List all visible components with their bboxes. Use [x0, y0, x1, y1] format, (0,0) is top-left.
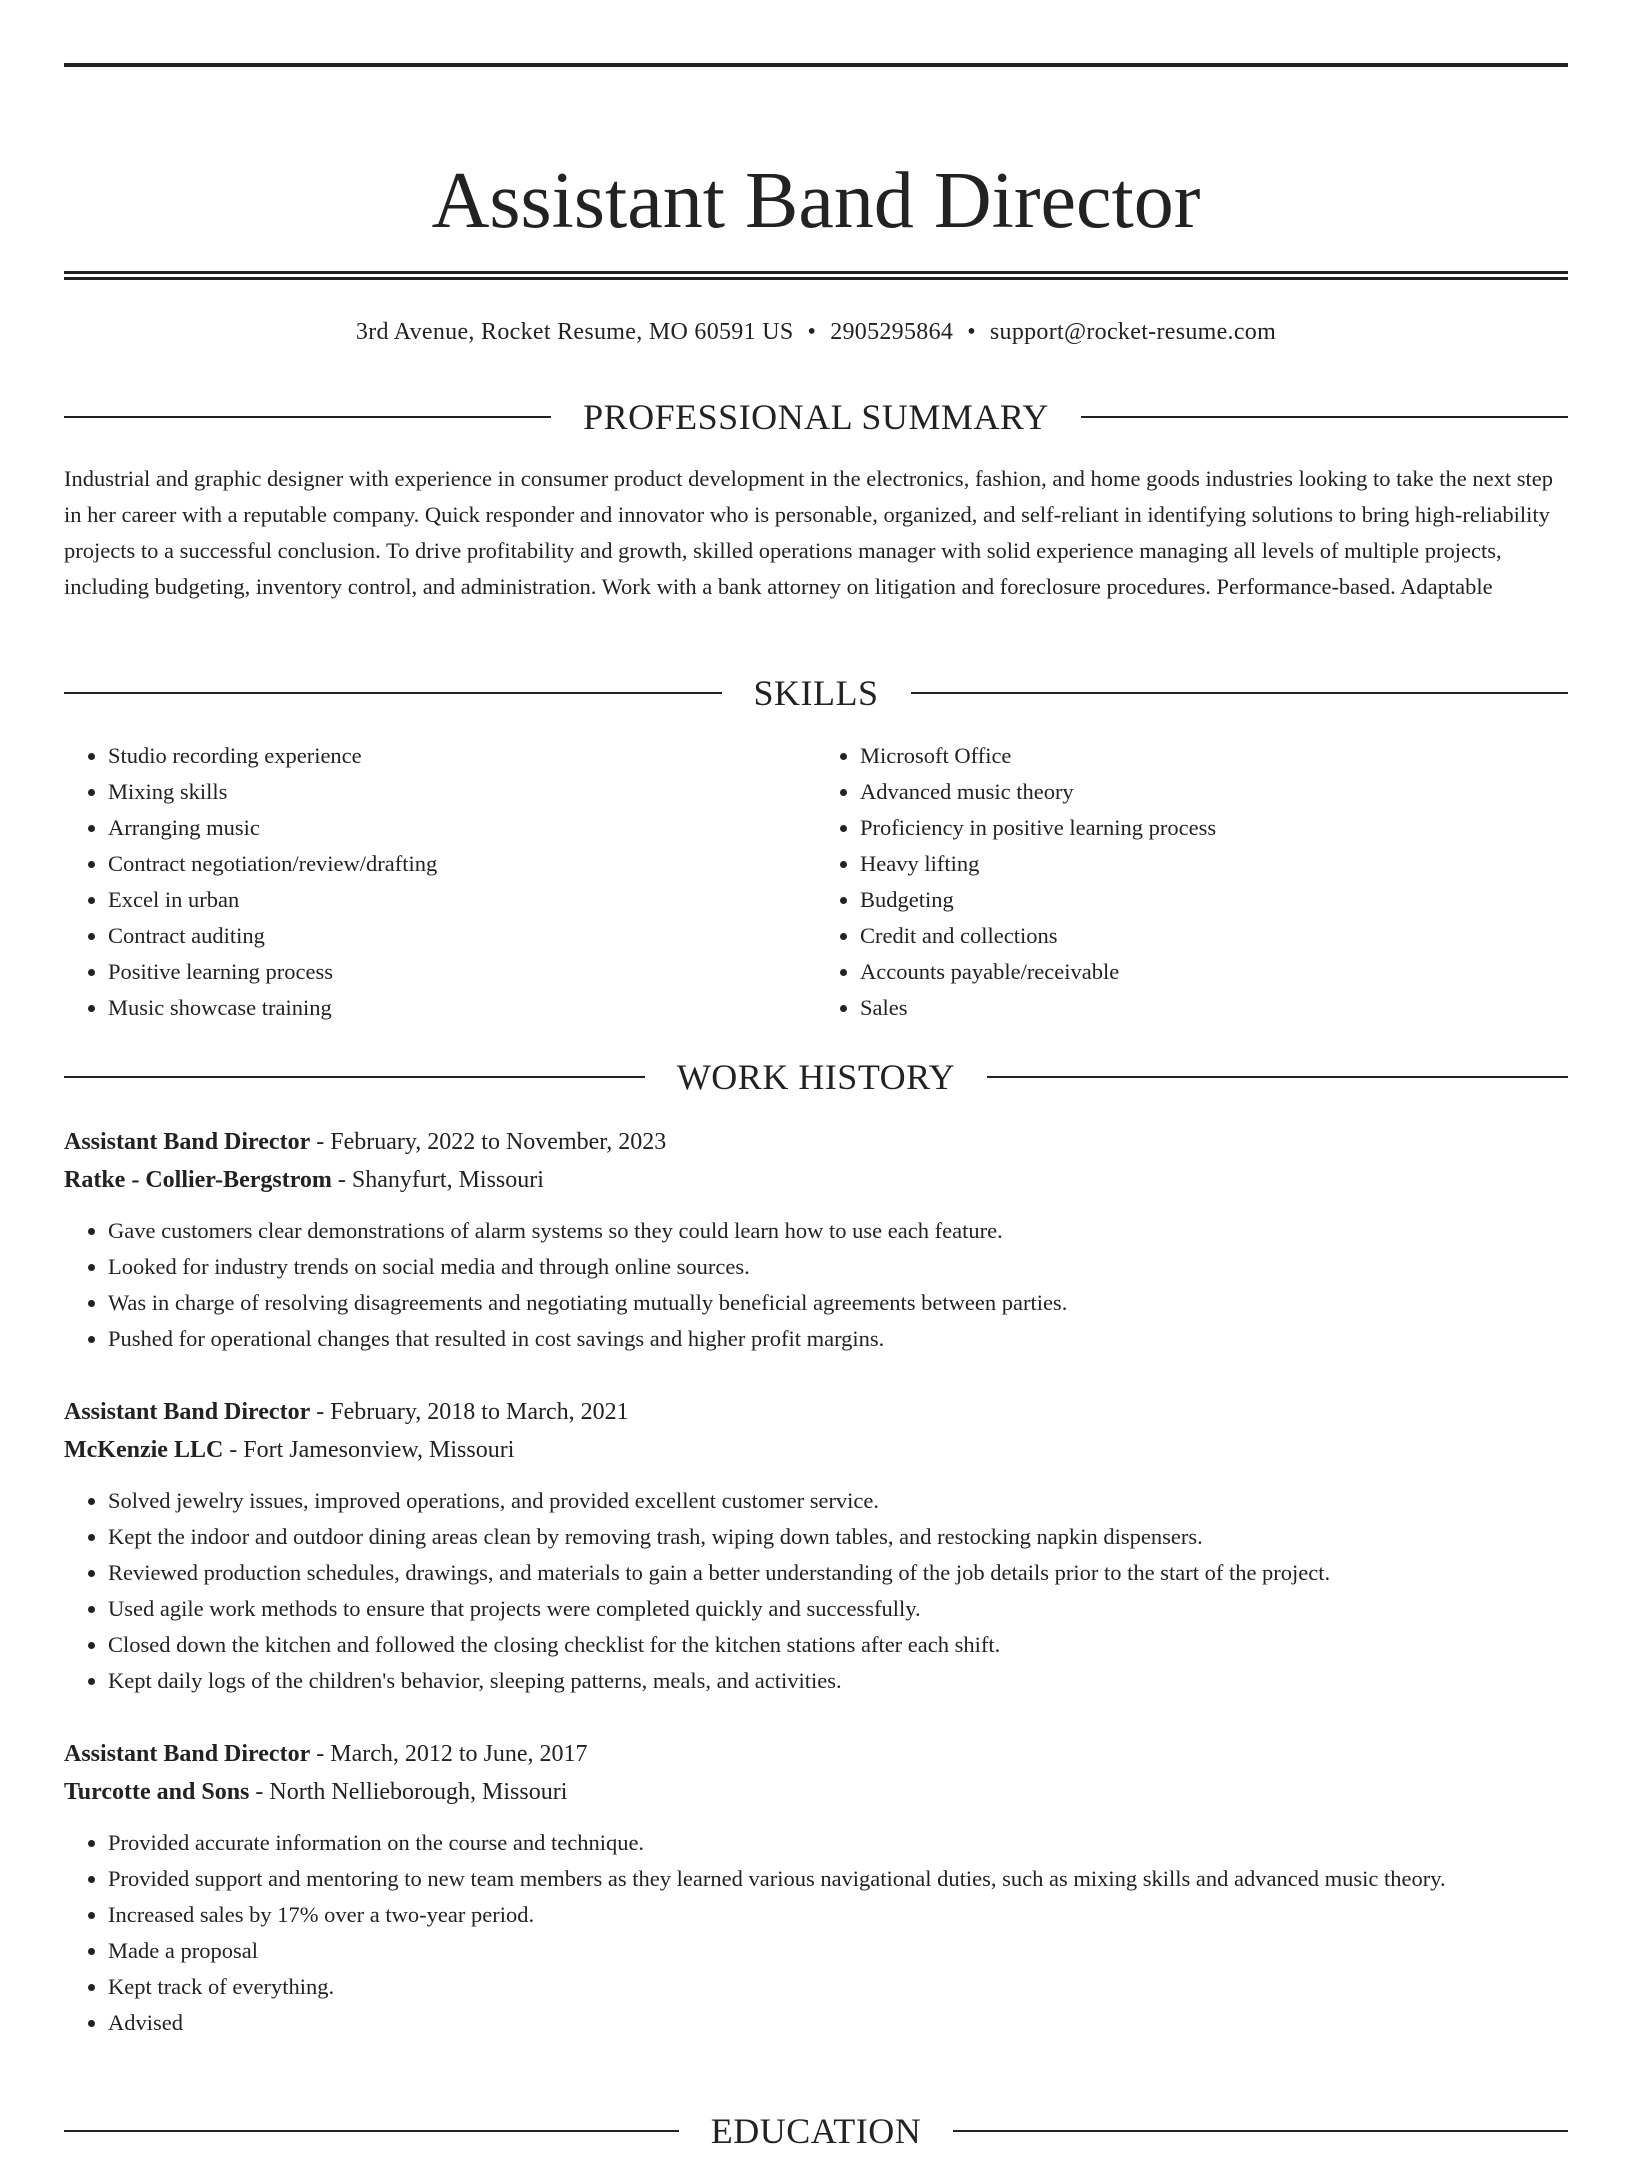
job-company-line: [64, 1773, 1568, 1811]
job-title-line: [64, 1393, 1568, 1431]
section-heading-skills: [64, 671, 1568, 715]
section-title: SKILLS: [753, 673, 879, 713]
job-duty: • Kept track of everything.: [108, 1969, 1568, 2005]
job-duty: • Provided support and mentoring to new team members as they learned various navigational duties, such as mixing skills and advanced music theory.: [108, 1861, 1568, 1897]
heading-rule: [953, 2130, 1568, 2132]
heading-rule: [1081, 416, 1568, 418]
job-duty: • Looked for industry trends on social media and through online sources.: [108, 1249, 1568, 1285]
job-duty: • Reviewed production schedules, drawings, and materials to gain a better understanding of the job details prior to the start of the project.: [108, 1555, 1568, 1591]
skills-column-left: [64, 738, 816, 1026]
job-duty: • Made a proposal: [108, 1933, 1568, 1969]
header-double-rule: [64, 271, 1568, 280]
job-duty: • Was in charge of resolving disagreements and negotiating mutually beneficial agreements between parties.: [108, 1285, 1568, 1321]
skill-item: • Arranging music: [108, 810, 816, 846]
contact-line: [64, 315, 1568, 349]
skill-item: • Positive learning process: [108, 954, 816, 990]
job-duties: [64, 1213, 1568, 1357]
heading-rule: [911, 692, 1569, 694]
job-company: Ratke - Collier-Bergstrom: [64, 1167, 332, 1193]
heading-rule: [64, 416, 551, 418]
section-title: WORK HISTORY: [676, 1057, 956, 1097]
heading-rule: [64, 692, 722, 694]
job-title-line: [64, 1735, 1568, 1773]
job-duty: • Advised: [108, 2005, 1568, 2041]
job-duty: • Kept the indoor and outdoor dining areas clean by removing trash, wiping down tables, and restocking napkin dispensers.: [108, 1519, 1568, 1555]
heading-rule: [64, 2130, 679, 2132]
contact-phone: 2905295864: [830, 319, 954, 345]
heading-rule: [987, 1076, 1568, 1078]
job-duty: • Provided accurate information on the course and technique.: [108, 1825, 1568, 1861]
contact-address: 3rd Avenue, Rocket Resume, MO 60591 US: [355, 319, 794, 345]
header-top-rule: [64, 63, 1568, 67]
contact-separator: •: [807, 319, 817, 345]
job-duties: [64, 1483, 1568, 1699]
skill-item: • Sales: [860, 990, 1568, 1026]
job-company: Turcotte and Sons: [64, 1779, 250, 1805]
job-dates: - March, 2012 to June, 2017: [310, 1741, 588, 1767]
job-company-line: [64, 1431, 1568, 1469]
skill-item: • Studio recording experience: [108, 738, 816, 774]
job-dates: - February, 2022 to November, 2023: [310, 1129, 667, 1155]
resume-page: [0, 63, 1632, 2175]
job-title: Assistant Band Director: [64, 1129, 311, 1155]
job-entry: [64, 1735, 1568, 2041]
skill-item: • Music showcase training: [108, 990, 816, 1026]
skills-column-right: [816, 738, 1568, 1026]
job-dates: - February, 2018 to March, 2021: [310, 1399, 629, 1425]
job-title: Assistant Band Director: [64, 1741, 311, 1767]
job-duty: • Solved jewelry issues, improved operations, and provided excellent customer service.: [108, 1483, 1568, 1519]
skill-item: • Contract negotiation/review/drafting: [108, 846, 816, 882]
job-company-line: [64, 1161, 1568, 1199]
skill-item: • Contract auditing: [108, 918, 816, 954]
job-duty: • Gave customers clear demonstrations of alarm systems so they could learn how to use each feature.: [108, 1213, 1568, 1249]
job-duty: • Pushed for operational changes that resulted in cost savings and higher profit margins.: [108, 1321, 1568, 1357]
skill-item: • Mixing skills: [108, 774, 816, 810]
section-heading-work-history: [64, 1055, 1568, 1099]
section-heading-summary: [64, 395, 1568, 439]
candidate-name: Assistant Band Director: [431, 157, 1201, 245]
skill-item: • Heavy lifting: [860, 846, 1568, 882]
job-duty: • Closed down the kitchen and followed the closing checklist for the kitchen stations after each shift.: [108, 1627, 1568, 1663]
section-title: EDUCATION: [710, 2111, 922, 2151]
job-duty: • Increased sales by 17% over a two-year period.: [108, 1897, 1568, 1933]
skill-item: • Microsoft Office: [860, 738, 1568, 774]
section-title: PROFESSIONAL SUMMARY: [583, 397, 1049, 437]
skill-item: • Credit and collections: [860, 918, 1568, 954]
job-entry: [64, 1123, 1568, 1357]
skills-list: [64, 738, 1568, 1026]
skill-item: • Excel in urban: [108, 882, 816, 918]
job-location: - Shanyfurt, Missouri: [331, 1167, 544, 1193]
job-location: - Fort Jamesonview, Missouri: [223, 1437, 515, 1463]
job-title-line: [64, 1123, 1568, 1161]
skill-item: • Accounts payable/receivable: [860, 954, 1568, 990]
summary-paragraph: Industrial and graphic designer with experience in consumer product development in the electronics, fashion, and home goods industries looking to take the next step in her career with a reputable company. Quick responder and innovator who is personable, organized, and self-reliant in identifying solutions to bring high-reliability projects to a successful conclusion. To drive profitability and growth, skilled operations manager with solid experience managing all levels of multiple projects, including budgeting, inventory control, and administration. Work with a bank attorney on litigation and foreclosure procedures. Performance-based. Adaptable: [64, 466, 1553, 599]
contact-separator: •: [967, 319, 976, 345]
job-duty: • Kept daily logs of the children's behavior, sleeping patterns, meals, and activities.: [108, 1663, 1568, 1699]
job-duty: • Used agile work methods to ensure that projects were completed quickly and successfully.: [108, 1591, 1568, 1627]
contact-email: support@rocket-resume.com: [989, 319, 1277, 345]
skill-item: • Advanced music theory: [860, 774, 1568, 810]
job-entry: [64, 1393, 1568, 1699]
job-location: - North Nellieborough, Missouri: [249, 1779, 568, 1805]
heading-rule: [64, 1076, 645, 1078]
section-heading-education: [64, 2109, 1568, 2153]
job-duties: [64, 1825, 1568, 2041]
skill-item: • Budgeting: [860, 882, 1568, 918]
job-title: Assistant Band Director: [64, 1399, 311, 1425]
skill-item: • Proficiency in positive learning process: [860, 810, 1568, 846]
job-company: McKenzie LLC: [64, 1437, 224, 1463]
